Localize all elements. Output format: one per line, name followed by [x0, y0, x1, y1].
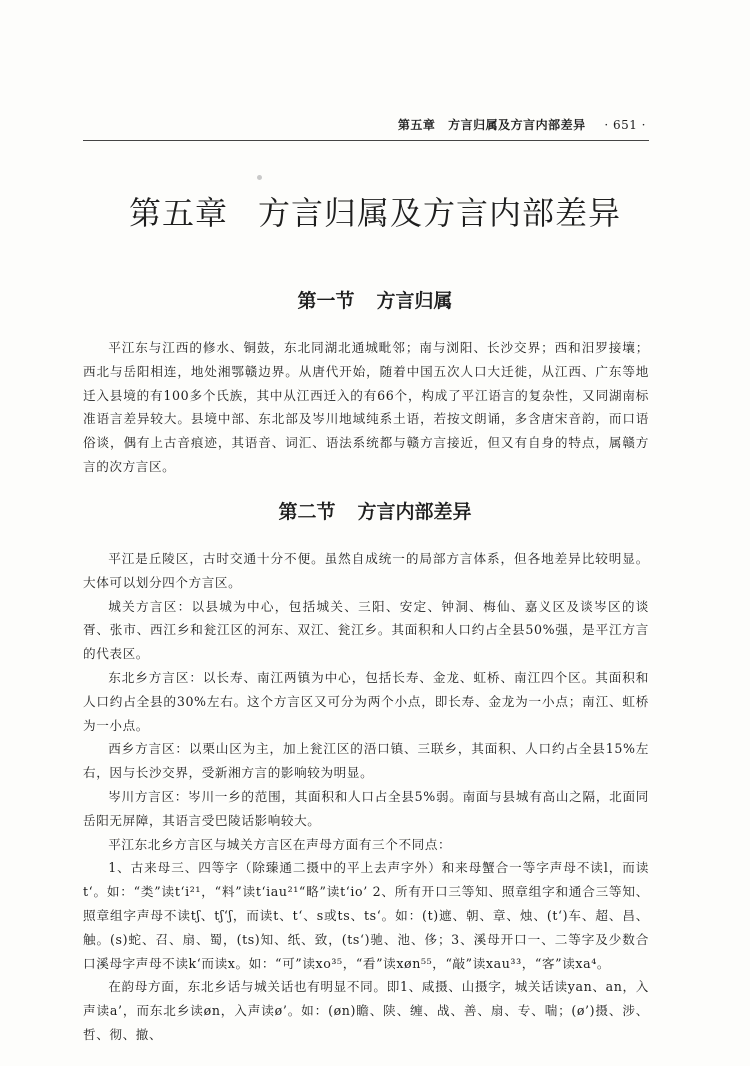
- running-header: [398, 116, 646, 133]
- chapter-title-text: 方言归属及方言内部差异: [258, 194, 622, 232]
- page-number: · 651 ·: [604, 118, 646, 132]
- section-title: 方言内部差异: [357, 501, 472, 523]
- running-header-chapter: 第五章: [397, 118, 436, 132]
- section-title: 方言归属: [376, 290, 453, 312]
- section-2-body: [83, 547, 649, 1047]
- body-paragraph: 东北乡方言区：以长寿、南江两镇为中心，包括长寿、金龙、虹桥、南江四个区。其面积和人口约占全县的30%左右。这个方言区又可分为两个小点，即长寿、金龙为一小点；南江、虹桥为一小点。: [83, 669, 649, 733]
- chapter-number: 第五章: [128, 194, 228, 232]
- body-paragraph: 城关方言区：以县城为中心，包括城关、三阳、安定、钟洞、梅仙、嘉义区及谈岑区的谈胥、张市、西江乡和瓮江区的河东、双江、瓮江乡。其面积和人口约占全县50%强，是平江方言的代表区。: [83, 598, 649, 662]
- header-rule: [83, 140, 649, 141]
- section-heading-1: [0, 286, 750, 313]
- section-heading-2: [0, 497, 750, 524]
- body-paragraph: 西乡方言区：以栗山区为主，加上瓮江区的浯口镇、三联乡，其面积、人口约占全县15%左右，因与长沙交界，受新湘方言的影响较为明显。: [83, 741, 649, 781]
- running-header-title: 方言归属及方言内部差异: [448, 118, 586, 132]
- body-paragraph: 平江东北乡方言区与城关方言区在声母方面有三个不同点：: [108, 836, 452, 852]
- body-paragraph: 平江是丘陵区，古时交通十分不便。虽然自成统一的局部方言体系，但各地差异比较明显。大体可以划分四个方言区。: [83, 551, 649, 590]
- body-paragraph: 在韵母方面，东北乡话与城关话也有明显不同。即1、咸摄、山摄字，城关话读yan、an，入声读a’，而东北乡读øn，入声读ø’。如：(øn)瞻、陕、缠、战、善、扇、专、喘；(ø’)摄、涉、哲、彻、撤、: [83, 979, 649, 1042]
- body-paragraph: 1、古来母三、四等字（除臻通二摄中的平上去声字外）和来母蟹合一等字声母不读l，而读t‘。如：“类”读t‘i²¹，“料”读t‘iau²¹“略”读t‘io’ 2、所有开口三等知、照章组字和通合三等知、照章组字声母不读tʃ、tʃ‘ʃ，而读t、t‘、s或ts、ts‘。如：(t)遮、朝、章、烛、(t‘)车、超、昌、触。(s)蛇、召、扇、蜀，(ts)知、纸、致，(ts‘)驰、池、侈；3、溪母开口一、二等字及少数合口溪母字声母不读k‘而读x。如：“可”读xo³⁵，“看”读xøn⁵⁵，“敲”读xau³³，“客”读xa⁴。: [83, 860, 649, 971]
- scan-smudge: [257, 175, 262, 180]
- section-number: 第二节: [278, 501, 336, 523]
- body-paragraph: 岑川方言区：岑川一乡的范围，其面积和人口占全县5%弱。南面与县城有高山之隔，北面同岳阳无屏障，其语言受巴陵话影响较大。: [83, 788, 649, 828]
- body-paragraph: 平江东与江西的修水、铜鼓，东北同湖北通城毗邻；南与浏阳、长沙交界；西和汨罗接壤；西北与岳阳相连，地处湘鄂赣边界。从唐代开始，随着中国五次人口大迁徙，从江西、广东等地迁入县境的有100多个氏族，其中从江西迁入的有66个，构成了平江语言的复杂性，又同湖南标准语言差异较大。县境中部、东北部及岑川地域纯系土语，若按文朗诵，多含唐宋音韵，而口语俗谈，偶有上古音痕迹，其语音、词汇、语法系统都与赣方言接近，但又有自身的特点，属赣方言的次方言区。: [83, 340, 649, 474]
- chapter-title: [0, 188, 750, 234]
- section-number: 第一节: [297, 290, 355, 312]
